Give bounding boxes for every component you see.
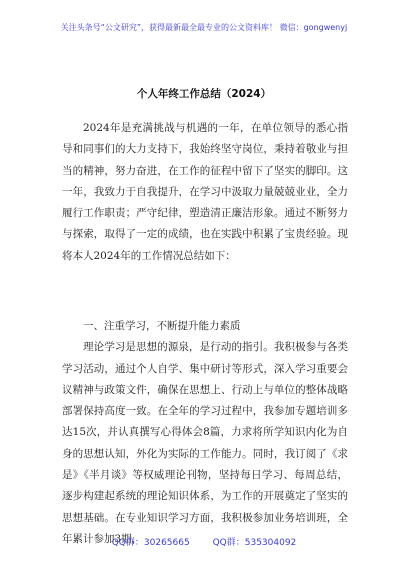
intro-paragraph: 2024年是充满挑战与机遇的一年，在单位领导的悉心指导和同事们的大力支持下，我始终坚守岗位，秉持着敬业与担当的精神，努力奋进，在工作的征程中留下了坚实的脚印。这一年，我致力于自我提升，在学习中汲取力量兢兢业业，全力履行工作职责；严守纪律，塑造清正廉洁形象。通过不断努力与探索，取得了一定的成绩，也在实践中积累了宝贵经验。现将本人2024年的工作情况总结如下：	[62, 122, 348, 262]
header-promo-note: 关注头条号“公文研究”，获得最新最全最专业的公文资料库！ 微信：gongwenyj	[60, 23, 348, 32]
footer-contact	[0, 535, 408, 548]
section-heading: 一、注重学习，不断提升能力素质	[83, 320, 241, 332]
footer-qq-group-1: QQ群：30265665	[111, 538, 190, 548]
footer-qq-group-2: QQ群：535304092	[212, 538, 297, 548]
study-paragraph: 理论学习是思想的源泉，是行动的指引。我积极参与各类学习活动，通过个人自学、集中研讨等形式，深入学习重要会议精神与政策文件，确保在思想上、行动上与单位的整体战略部署保持高度一致。在全年的学习过程中，我参加专题培训多达15次，并认真撰写心得体会8篇，力求将所学知识内化为自身的思想认知，外化为实际的工作能力。同时，我订阅了《求是》《半月谈》等权威理论刊物，坚持每日学习、每周总结，逐步构建起系统的理论知识体系，为工作的开展奠定了坚实的思想基础。在专业知识学习方面，我积极参加业务培训班，全年累计参加3期，	[62, 341, 348, 545]
document-title: 个人年终工作总结（2024）	[136, 88, 272, 100]
